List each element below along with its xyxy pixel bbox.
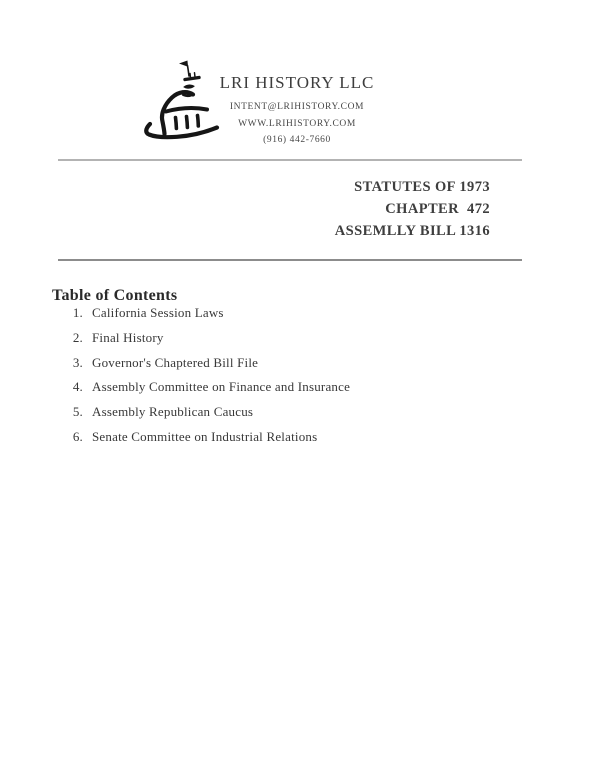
website-url: WWW.LRIHISTORY.COM [238, 118, 356, 129]
toc-heading: Table of Contents [52, 287, 178, 305]
toc-list [52, 306, 350, 455]
toc-item [52, 430, 350, 444]
toc-item-number: 6. [72, 428, 83, 444]
toc-item-number: 3. [72, 354, 83, 370]
email-address: INTENT@LRIHISTORY.COM [229, 102, 365, 112]
toc-item-label: Senate Committee on Industrial Relations [92, 428, 318, 444]
toc-item-label: Final History [92, 329, 164, 345]
toc-item-number: 1. [72, 305, 83, 320]
toc-item [52, 331, 350, 345]
toc-item [52, 306, 350, 320]
divider-lower [58, 259, 522, 261]
toc-item [52, 356, 350, 370]
chapter-line: CHAPTER 472 [385, 201, 490, 217]
toc-item-label: Governor's Chaptered Bill File [92, 354, 259, 370]
toc-item-number: 4. [72, 379, 83, 395]
toc-item [52, 380, 350, 394]
divider-upper [58, 159, 522, 161]
toc-item-label: California Session Laws [92, 305, 224, 320]
toc-item [52, 405, 350, 419]
toc-item-label: Assembly Committee on Finance and Insurance [92, 379, 351, 395]
toc-item-number: 2. [72, 329, 83, 345]
company-name: LRI HISTORY LLC [219, 73, 375, 92]
toc-item-number: 5. [72, 404, 83, 420]
statutes-line: STATUTES OF 1973 [354, 179, 490, 195]
toc-item-label: Assembly Republican Caucus [92, 404, 254, 420]
phone-number: (916) 442-7660 [263, 135, 331, 145]
reference-block [200, 176, 490, 242]
letterhead-text [207, 73, 387, 149]
bill-line: ASSEMLLY BILL 1316 [334, 223, 490, 239]
